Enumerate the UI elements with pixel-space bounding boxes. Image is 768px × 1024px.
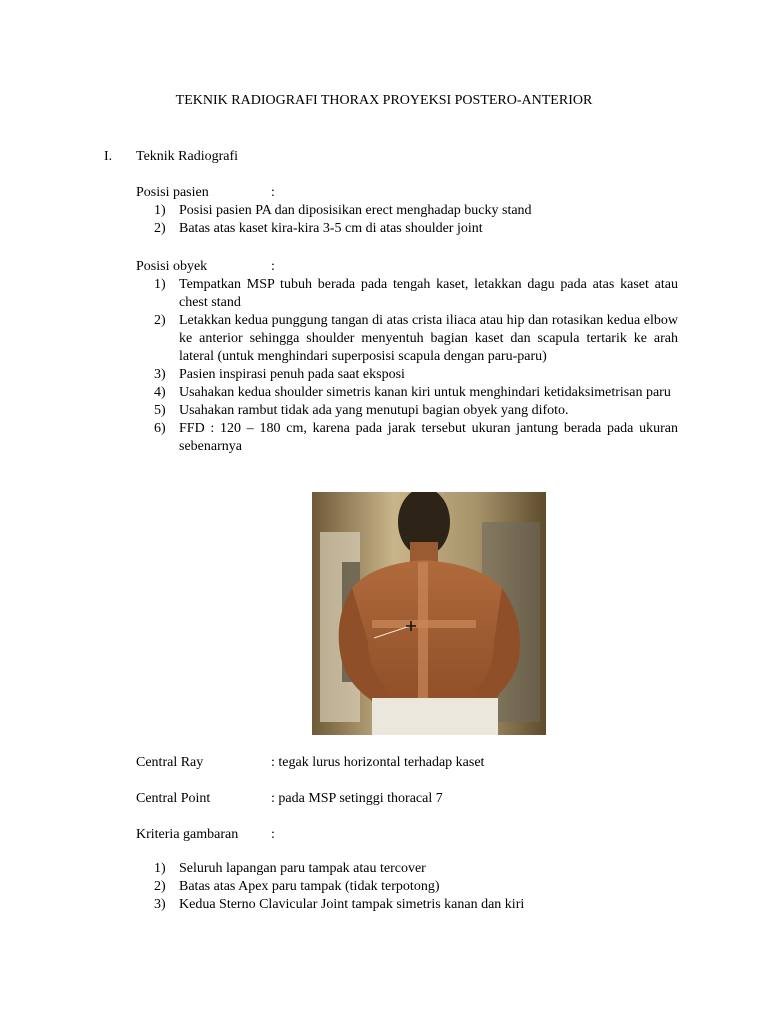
list-item: 5) Usahakan rambut tidak ada yang menutupi bagian obyek yang difoto. xyxy=(154,403,569,418)
list-item: 1) Tempatkan MSP tubuh berada pada tengah kaset, letakkan dagu pada atas kaset atau chest stand xyxy=(154,277,678,310)
central-ray-label: Central Ray xyxy=(136,755,204,770)
list-item: 6) FFD : 120 – 180 cm, karena pada jarak tersebut ukuran jantung berada pada ukuran sebenarnya xyxy=(154,421,678,454)
list-number: 1) xyxy=(154,861,166,876)
list-number: 4) xyxy=(154,385,166,400)
list-number: 1) xyxy=(154,277,166,292)
list-number: 1) xyxy=(154,203,166,218)
list-item: 3) Pasien inspirasi penuh pada saat eksposi xyxy=(154,367,405,382)
list-number: 3) xyxy=(154,897,166,912)
list-number: 3) xyxy=(154,367,166,382)
section-title: Teknik Radiografi xyxy=(136,149,239,164)
list-number: 5) xyxy=(154,403,166,418)
posisi-obyek-list xyxy=(154,276,678,456)
list-item: 2) Batas atas Apex paru tampak (tidak terpotong) xyxy=(154,879,440,894)
list-item: 2) Letakkan kedua punggung tangan di atas crista iliaca atau hip dan rotasikan kedua elbow ke anterior sehingga shoulder menyentuh bagian kaset dan scapula tertarik ke arah lateral (untuk menghindari superposisi scapula dengan paru-paru) xyxy=(154,313,678,364)
kriteria-label: Kriteria gambaran xyxy=(136,827,239,842)
list-item: 4) Usahakan kedua shoulder simetris kanan kiri untuk menghindari ketidaksimetrisan paru xyxy=(154,385,671,400)
central-point-value: : pada MSP setinggi thoracal 7 xyxy=(271,791,443,806)
list-item: 3) Kedua Sterno Clavicular Joint tampak simetris kanan dan kiri xyxy=(154,897,525,912)
list-item: 1) Seluruh lapangan paru tampak atau tercover xyxy=(154,861,426,876)
posisi-pasien-colon: : xyxy=(271,185,275,200)
list-item: 2) Batas atas kaset kira-kira 3-5 cm di atas shoulder joint xyxy=(154,221,483,236)
central-point-label: Central Point xyxy=(136,791,211,806)
section-number: I. xyxy=(104,149,113,164)
posisi-obyek-colon: : xyxy=(271,259,275,274)
posisi-obyek-label: Posisi obyek xyxy=(136,259,208,274)
list-item: 1) Posisi pasien PA dan diposisikan erect menghadap bucky stand xyxy=(154,203,532,218)
list-number: 2) xyxy=(154,313,166,328)
central-ray-row xyxy=(136,754,485,772)
posisi-pasien-label: Posisi pasien xyxy=(136,185,209,200)
list-number: 6) xyxy=(154,421,166,436)
kriteria-colon: : xyxy=(271,827,275,842)
central-point-row xyxy=(136,790,443,808)
list-number: 2) xyxy=(154,221,166,236)
document-title: TEKNIK RADIOGRAFI THORAX PROYEKSI POSTERO-ANTERIOR xyxy=(175,93,593,108)
posisi-pasien-list xyxy=(154,202,678,238)
kriteria-list xyxy=(154,860,678,914)
central-ray-value: : tegak lurus horizontal terhadap kaset xyxy=(271,755,485,770)
patient-position-photo xyxy=(312,492,546,735)
list-number: 2) xyxy=(154,879,166,894)
patient-back-illustration xyxy=(312,492,546,735)
